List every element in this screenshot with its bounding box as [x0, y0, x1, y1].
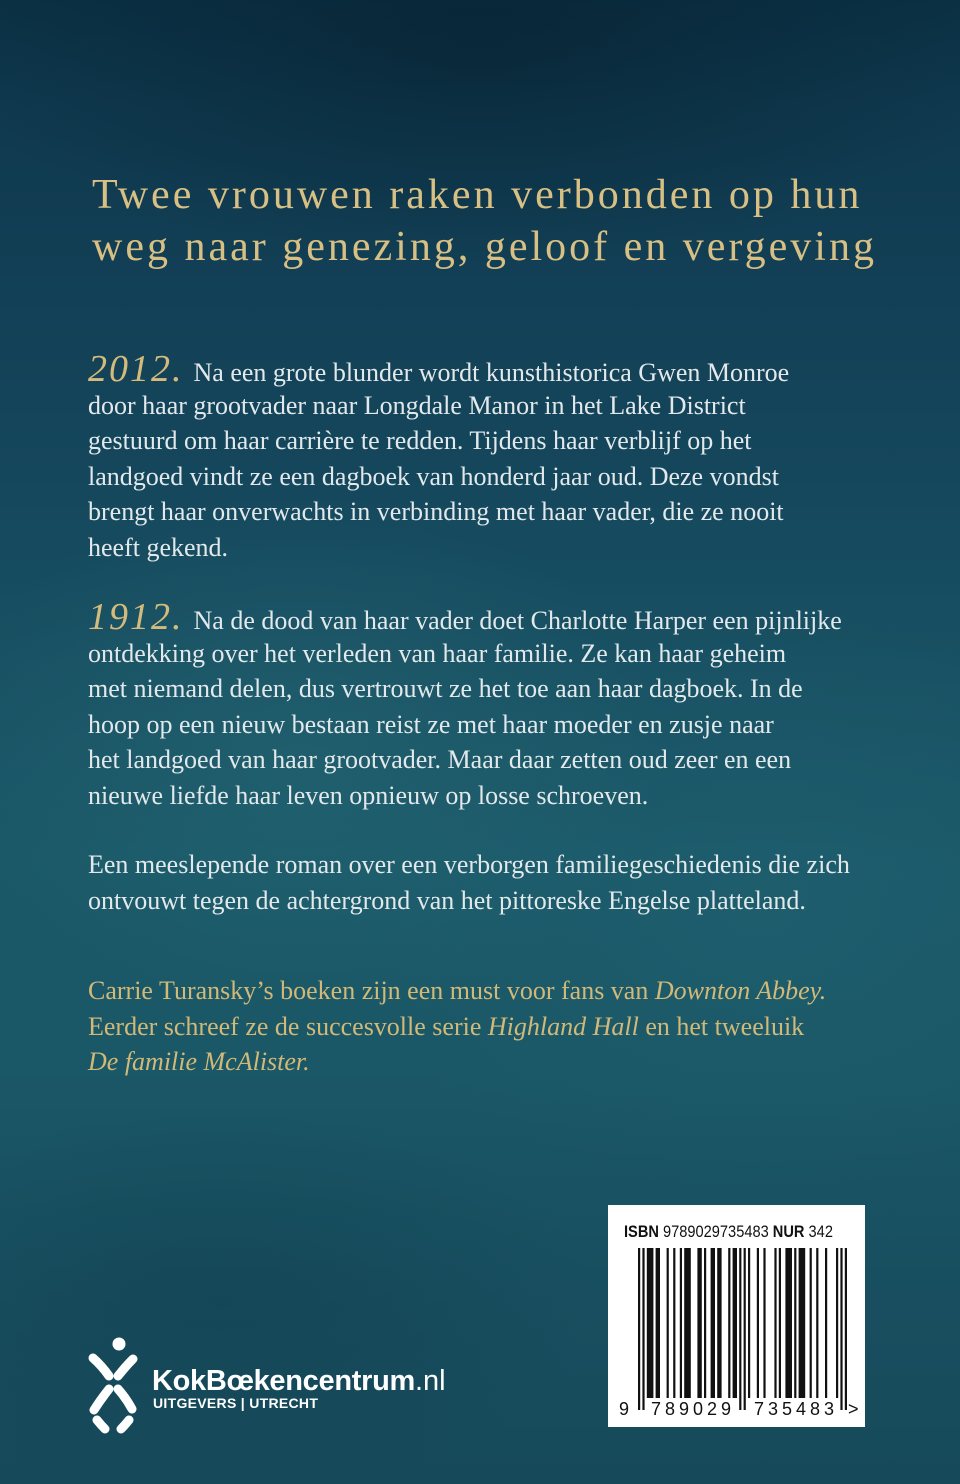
barcode-bar: [697, 1248, 701, 1398]
logo-stroke: [93, 1358, 109, 1376]
logo-stroke: [94, 1389, 109, 1410]
barcode-right-digits: 735483: [753, 1399, 839, 1419]
isbn-line: [624, 1223, 833, 1241]
barcode-guard-bar: [739, 1248, 741, 1410]
logo-stroke: [121, 1420, 129, 1429]
barcode-guard-bar: [845, 1248, 847, 1410]
barcode-bar: [825, 1248, 827, 1398]
story-line: hoop op een nieuw bestaan reist ze met haar moeder en zusje naar: [88, 709, 774, 739]
story-line: het landgoed van haar grootvader. Maar daar zetten oud zeer en een: [88, 745, 792, 774]
tagline-line: weg naar genezing, geloof en vergeving: [92, 224, 877, 270]
barcode-bar: [748, 1248, 750, 1398]
barcode-bar: [704, 1248, 706, 1398]
story-1912: [88, 596, 842, 813]
series-title: De familie McAlister.: [88, 1047, 310, 1076]
story-line: nieuwe liefde haar leven opnieuw op losse schroeven.: [88, 780, 649, 810]
logo-head: [113, 1338, 126, 1351]
nur-label: NUR: [772, 1222, 805, 1241]
barcode-bar: [680, 1248, 682, 1398]
barcode-bar: [794, 1248, 796, 1398]
barcode: [638, 1248, 847, 1410]
barcode-bar: [836, 1248, 838, 1398]
author-note-text: Eerder schreef ze de succesvolle serie: [88, 1011, 488, 1041]
summary: [88, 847, 850, 918]
story-text: Na de dood van haar vader doet Charlotte Harper een pijnlijke: [193, 606, 842, 635]
barcode-bar: [785, 1248, 792, 1398]
barcode-bar: [816, 1248, 818, 1398]
isbn-value: 9789029735483: [663, 1222, 769, 1241]
barcode-bar: [757, 1248, 759, 1398]
barcode-bar: [774, 1248, 776, 1398]
logo-stroke: [97, 1420, 105, 1429]
author-note-line: [88, 1044, 826, 1080]
publisher-name: [152, 1364, 446, 1398]
barcode-left-digits: 789029: [650, 1399, 736, 1419]
logo-stroke: [118, 1389, 132, 1409]
series-title: Highland Hall: [487, 1011, 639, 1041]
barcode-bar: [728, 1248, 730, 1398]
author-note-line: [88, 973, 826, 1009]
story-line: door haar grootvader naar Longdale Manor in het Lake District: [88, 390, 746, 420]
story-line: landgoed vindt ze een dagboek van honderd jaar oud. Deze vondst: [88, 461, 779, 491]
story-line: heeft gekend.: [88, 532, 229, 562]
barcode-bar: [647, 1248, 654, 1398]
logo-stroke: [118, 1359, 133, 1376]
barcode-guard-bar: [744, 1248, 746, 1410]
author-note: [88, 973, 826, 1080]
story-line: [88, 348, 790, 390]
barcode-bar: [799, 1248, 806, 1398]
barcode-bar: [684, 1248, 691, 1398]
figure-logo-icon: [86, 1336, 140, 1434]
barcode-bar: [763, 1248, 765, 1398]
summary-line: Een meeslepende roman over een verborgen familiegeschiedenis die zich: [88, 850, 850, 879]
barcode-panel: [608, 1205, 865, 1427]
isbn-label: ISBN: [624, 1222, 659, 1241]
story-text: Na een grote blunder wordt kunsthistorica Gwen Monroe: [193, 358, 790, 387]
barcode-first-digit: 9: [619, 1399, 630, 1419]
barcode-guard-bar: [642, 1248, 644, 1410]
publisher-name-main: KokBœkencentrum: [152, 1365, 415, 1397]
story-line: brengt haar onverwachts in verbinding met haar vader, die ze nooit: [88, 497, 784, 526]
author-note-text: Carrie Turansky’s boeken zijn een must voor fans van: [88, 976, 655, 1005]
nur-value: 342: [808, 1222, 833, 1241]
story-2012: [88, 348, 790, 565]
barcode-bar: [733, 1248, 737, 1398]
barcode-bar: [656, 1248, 660, 1398]
barcode-bar: [673, 1248, 675, 1398]
year-2012: 2012.: [88, 348, 184, 390]
barcode-guard-bar: [840, 1248, 842, 1410]
publisher-domain: .nl: [415, 1365, 446, 1397]
barcode-bar: [779, 1248, 781, 1398]
story-line: met niemand delen, dus vertrouwt ze het toe aan haar dagboek. In de: [88, 674, 803, 703]
barcode-bar: [711, 1248, 715, 1398]
series-title: Downton Abbey.: [654, 976, 827, 1005]
tagline-line: Twee vrouwen raken verbonden op hun: [92, 172, 863, 218]
story-line: gestuurd om haar carrière te redden. Tijdens haar verblijf op het: [88, 426, 752, 455]
barcode-guard-bar: [638, 1248, 640, 1410]
story-line: [88, 596, 842, 638]
year-1912: 1912.: [88, 596, 184, 638]
barcode-bar: [667, 1248, 669, 1398]
story-line: ontdekking over het verleden van haar familie. Ze kan haar geheim: [88, 638, 787, 668]
barcode-bar: [717, 1248, 721, 1398]
tagline: [92, 169, 877, 273]
barcode-bar: [810, 1248, 812, 1398]
author-note-line: [88, 1009, 826, 1045]
summary-line: ontvouwt tegen de achtergrond van het pittoreske Engelse platteland.: [88, 885, 806, 915]
barcode-end-marker: >: [848, 1399, 859, 1419]
author-note-text: en het tweeluik: [638, 1011, 805, 1041]
publisher-tagline: UITGEVERS | UTRECHT: [153, 1395, 319, 1411]
